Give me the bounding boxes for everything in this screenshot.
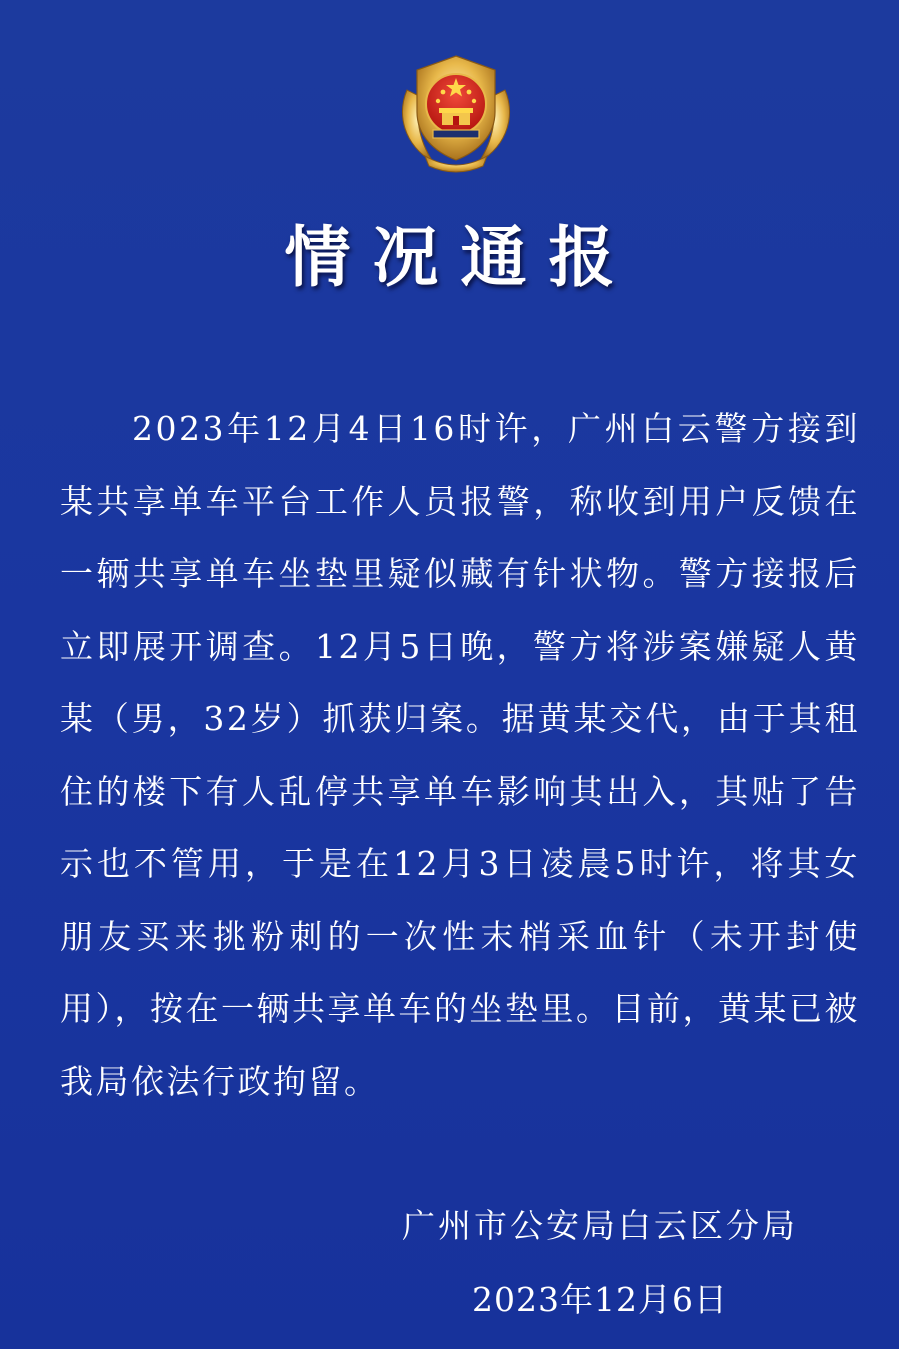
notice-body: 2023年12月4日16时许，广州白云警方接到某共享单车平台工作人员报警，称收到用户反馈在一辆共享单车坐垫里疑似藏有针状物。警方接报后立即展开调查。12月5日晚，警方将涉案嫌疑人黄某（男，32岁）抓获归案。据黄某交代，由于其租住的楼下有人乱停共享单车影响其出入，其贴了告示也不管用，于是在12月3日凌晨5时许，将其女朋友买来挑粉刺的一次性末梢采血针（未开封使用），按在一辆共享单车的坐垫里。目前，黄某已被我局依法行政拘留。 bbox=[60, 409, 860, 1101]
issuer-name: 广州市公安局白云区分局 bbox=[402, 1206, 798, 1245]
police-emblem-icon bbox=[393, 52, 519, 174]
notice-title: 情况通报 bbox=[284, 219, 637, 296]
issue-date: 2023年12月6日 bbox=[472, 1280, 728, 1319]
